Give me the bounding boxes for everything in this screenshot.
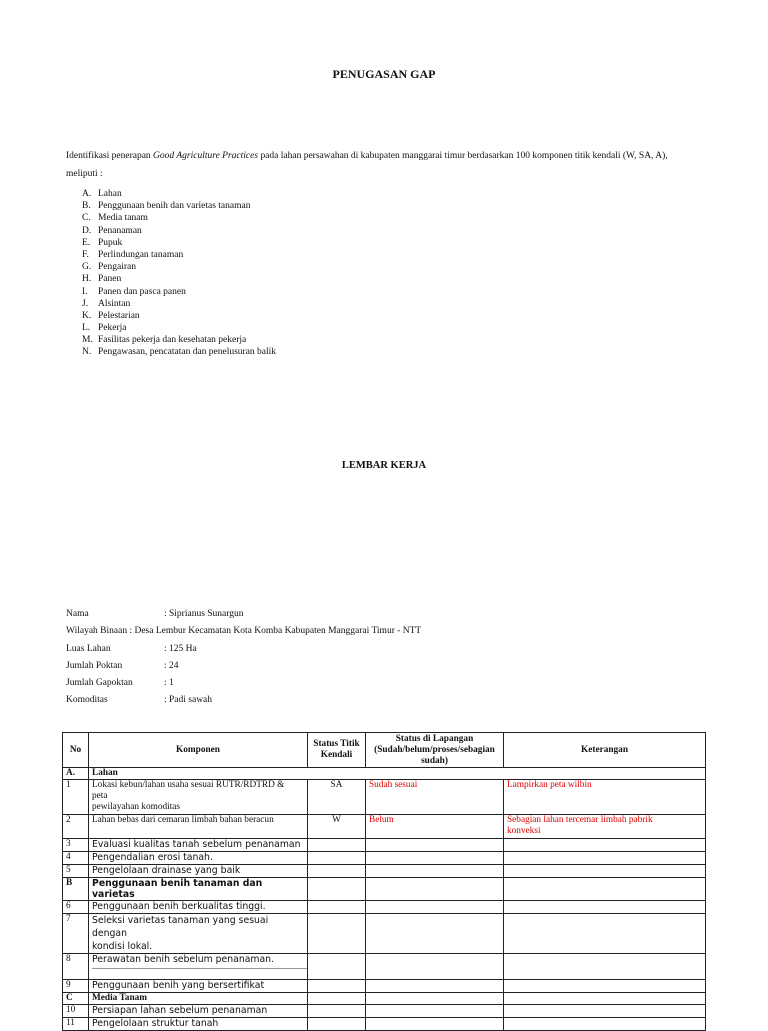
row-lapangan: [366, 878, 504, 901]
header-lap-line1: Status di Lapangan: [395, 733, 474, 744]
table-row: [63, 980, 706, 993]
list-item-letter: E.: [82, 237, 91, 248]
row-lapangan: [366, 852, 504, 865]
row-status: [308, 901, 366, 914]
list-item-label: Alsintan: [98, 298, 131, 309]
row-komponen-text: Perawatan benih sebelum penanaman.: [92, 954, 275, 965]
info-poktan-value: : 24: [164, 661, 179, 671]
info-gapoktan-label: Jumlah Gapoktan: [66, 678, 133, 688]
header-status-titik: [308, 733, 366, 768]
intro-paragraph: [66, 150, 716, 162]
table-row: [63, 865, 706, 878]
list-item-label: Pelestarian: [98, 310, 140, 321]
info-poktan-label: Jumlah Poktan: [66, 661, 123, 671]
row-no: 5: [63, 865, 89, 878]
info-komoditas-value: : Padi sawah: [164, 695, 213, 705]
row-lapangan: [366, 865, 504, 878]
table-row: [63, 901, 706, 914]
info-poktan: [66, 661, 179, 671]
list-item-label: Perlindungan tanaman: [98, 249, 184, 260]
row-status: [308, 993, 366, 1005]
info-nama-label: Nama: [66, 609, 89, 619]
list-item-label: Panen dan pasca panen: [98, 286, 186, 297]
row-lapangan: [366, 1005, 504, 1018]
row-no: 4: [63, 852, 89, 865]
list-item-label: Pekerja: [98, 323, 127, 334]
section-c-no: C: [63, 993, 89, 1005]
row-keterangan: [504, 1005, 706, 1018]
list-item-letter: B.: [82, 201, 91, 212]
row-no: 1: [63, 780, 89, 815]
section-row-b: [63, 878, 706, 901]
list-item-label: Media tanam: [98, 213, 148, 224]
header-keterangan: Keterangan: [504, 733, 706, 768]
list-item-letter: N.: [82, 347, 92, 358]
intro-text-post: pada lahan persawahan di kabupaten manggarai timur berdasarkan 100 komponen titik kendali (W, SA, A),: [258, 151, 668, 161]
list-item-letter: H.: [82, 274, 92, 285]
info-komoditas-label: Komoditas: [66, 695, 108, 705]
row-keterangan: [504, 980, 706, 993]
row-no: 3: [63, 839, 89, 852]
row-keterangan-line2: konveksi: [507, 826, 541, 836]
header-status-line2: Kendali: [320, 750, 353, 760]
list-item-label: Lahan: [98, 189, 122, 199]
row-lapangan: [366, 980, 504, 993]
list-item-letter: J.: [82, 298, 89, 309]
row-status: [308, 865, 366, 878]
row-status: SA: [308, 780, 366, 815]
header-lap-line2: (Sudah/belum/proses/sebagian: [374, 744, 495, 755]
row-keterangan: Lampirkan peta wilbin: [504, 780, 706, 815]
row-keterangan: [504, 901, 706, 914]
row-status: [308, 878, 366, 901]
list-item-letter: L.: [82, 323, 91, 334]
row-no: 10: [63, 1005, 89, 1018]
row-no: 8: [63, 954, 89, 980]
row-status: [308, 1005, 366, 1018]
row-komponen: Penggunaan benih berkualitas tinggi.: [89, 901, 308, 914]
list-item: [82, 334, 276, 346]
row-keterangan: [504, 865, 706, 878]
row-keterangan: [504, 878, 706, 901]
row-no: 9: [63, 980, 89, 993]
row-keterangan: [504, 1018, 706, 1031]
list-item-label: Penggunaan benih dan varietas tanaman: [98, 201, 251, 212]
section-b-label: Penggunaan benih tanaman dan varietas: [89, 878, 308, 901]
list-item-letter: D.: [82, 225, 92, 236]
list-item: [82, 212, 276, 224]
list-item: [82, 249, 276, 261]
info-luas-value: : 125 Ha: [164, 644, 197, 654]
row-lapangan: [366, 914, 504, 954]
row-lapangan: [366, 993, 504, 1005]
table-row: [63, 852, 706, 865]
table-row: [63, 1005, 706, 1018]
row-status: [308, 914, 366, 954]
row-status: [308, 839, 366, 852]
row-lapangan: [366, 901, 504, 914]
row-keterangan: [504, 993, 706, 1005]
row-lapangan: [366, 954, 504, 980]
section-c-label: Media Tanam: [89, 993, 308, 1005]
list-item: [82, 298, 276, 310]
row-keterangan: [504, 839, 706, 852]
row-komponen: [89, 780, 308, 815]
table-row: [63, 954, 706, 980]
section-a-label: Lahan: [89, 768, 706, 780]
list-item-letter: M.: [82, 335, 93, 346]
row-no: 6: [63, 901, 89, 914]
list-item: [82, 310, 276, 322]
header-status-line1: Status Titik: [313, 739, 360, 749]
table-row: [63, 839, 706, 852]
info-nama-value: : Siprianus Sunargun: [164, 609, 244, 619]
row-status: [308, 1018, 366, 1031]
table-header-row: [63, 733, 706, 768]
list-item-letter: I.: [82, 286, 88, 297]
underline-divider: [92, 968, 308, 969]
row-komponen: Lahan bebas dari cemaran limbah bahan beracun: [89, 815, 308, 839]
row-keterangan: [504, 852, 706, 865]
list-item: [82, 322, 276, 334]
list-item-label: Pupuk: [98, 237, 123, 248]
info-luas: [66, 644, 197, 654]
list-item-letter: F.: [82, 249, 89, 260]
row-komponen: Pengelolaan struktur tanah: [89, 1018, 308, 1031]
worksheet-title: LEMBAR KERJA: [341, 460, 427, 471]
row-komponen-line2: kondisi lokal.: [92, 941, 153, 952]
header-lap-line3: sudah): [421, 755, 448, 766]
row-status: [308, 980, 366, 993]
row-komponen: Penggunaan benih yang bersertifikat: [89, 980, 308, 993]
info-wilayah: Wilayah Binaan : Desa Lembur Kecamatan Kota Komba Kabupaten Manggarai Timur - NTT: [66, 626, 422, 636]
row-lapangan: [366, 839, 504, 852]
list-item-label: Panen: [98, 274, 122, 285]
table-row: [63, 780, 706, 815]
section-a-no: A.: [63, 768, 89, 780]
list-item: [82, 200, 276, 212]
info-gapoktan: [66, 678, 174, 688]
list-item-letter: K.: [82, 310, 92, 321]
list-item-label: Pengawasan, pencatatan dan penelusuran balik: [98, 347, 277, 358]
row-komponen: [89, 954, 308, 980]
component-list: [82, 188, 276, 359]
table-row: [63, 914, 706, 954]
row-status: W: [308, 815, 366, 839]
row-komponen-line3: pewilayahan komoditas: [92, 802, 181, 812]
row-komponen: Pengendalian erosi tanah.: [89, 852, 308, 865]
row-status: [308, 954, 366, 980]
info-nama: [66, 609, 244, 619]
list-item-label: Fasilitas pekerja dan kesehatan pekerja: [98, 335, 247, 346]
header-komponen: Komponen: [89, 733, 308, 768]
row-keterangan: [504, 954, 706, 980]
row-status: [308, 852, 366, 865]
info-gapoktan-value: : 1: [164, 678, 174, 688]
list-item-letter: C.: [82, 213, 91, 224]
row-komponen: Evaluasi kualitas tanah sebelum penanaman: [89, 839, 308, 852]
row-lapangan: [366, 1018, 504, 1031]
row-keterangan: [504, 815, 706, 839]
info-luas-label: Luas Lahan: [66, 644, 111, 654]
table-row: [63, 815, 706, 839]
page-title: PENUGASAN GAP: [332, 67, 436, 81]
section-row-c: [63, 993, 706, 1005]
row-komponen-line2: peta: [92, 791, 108, 801]
list-item: [82, 237, 276, 249]
row-no: 11: [63, 1018, 89, 1031]
header-no: No: [63, 733, 89, 768]
intro-text-italic: Good Agriculture Practices: [153, 151, 259, 161]
info-komoditas: [66, 695, 212, 705]
row-keterangan-line1: Sebagian lahan tercemar limbah pabrik: [507, 815, 653, 825]
list-item-letter: A.: [82, 189, 92, 199]
list-item: [82, 273, 276, 285]
list-item-letter: G.: [82, 262, 92, 273]
list-item: [82, 286, 276, 298]
list-item: [82, 225, 276, 237]
row-lapangan: Belum: [366, 815, 504, 839]
header-status-lapangan: [366, 733, 504, 768]
row-komponen: Pengelolaan drainase yang baik: [89, 865, 308, 878]
list-item-label: Pengairan: [98, 262, 136, 273]
row-komponen: Persiapan lahan sebelum penanaman: [89, 1005, 308, 1018]
row-komponen-line1: Seleksi varietas tanaman yang sesuai dengan: [92, 915, 269, 939]
row-komponen-line1: Lokasi kebun/lahan usaha sesuai RUTR/RDTRD &: [92, 780, 285, 790]
row-no: 7: [63, 914, 89, 954]
row-lapangan: Sudah sesuai: [366, 780, 504, 815]
list-item-label: Penanaman: [98, 225, 142, 236]
section-row-a: [63, 768, 706, 780]
row-komponen: [89, 914, 308, 954]
section-b-no: B: [63, 878, 89, 901]
row-no: 2: [63, 815, 89, 839]
row-keterangan: [504, 914, 706, 954]
intro-line2: meliputi :: [66, 169, 103, 179]
table-row: [63, 1018, 706, 1031]
list-item: [82, 261, 276, 273]
worksheet-table: [62, 732, 706, 1031]
intro-text-pre: Identifikasi penerapan: [66, 151, 154, 161]
list-item: [82, 188, 276, 200]
list-item: [82, 346, 276, 358]
